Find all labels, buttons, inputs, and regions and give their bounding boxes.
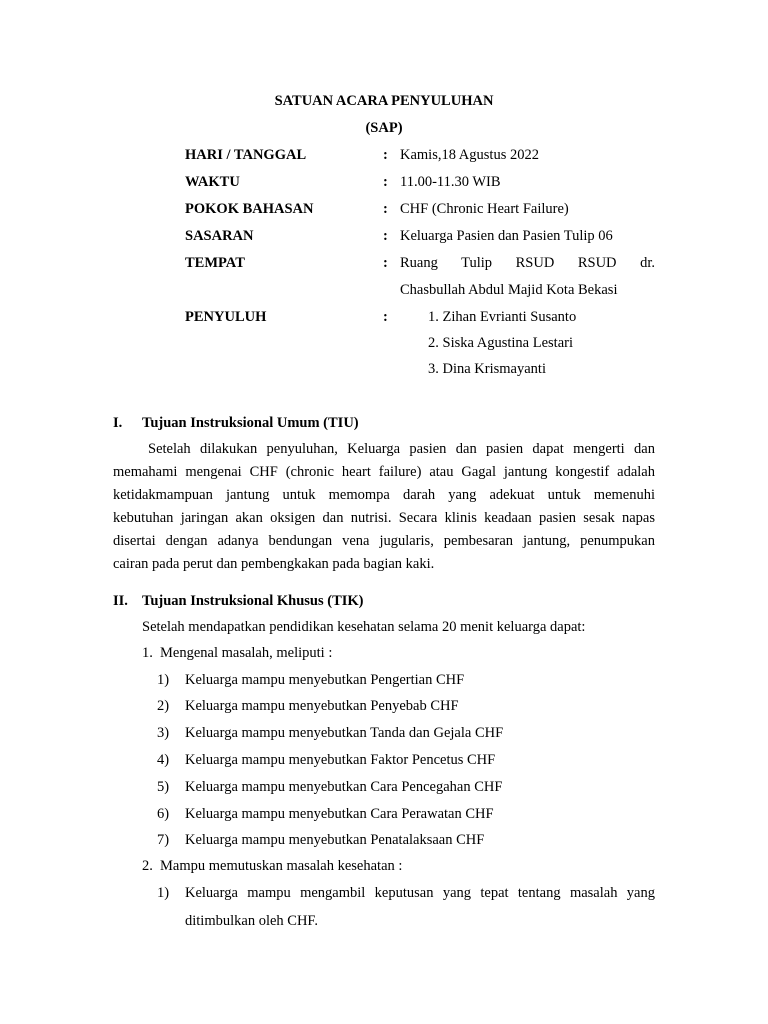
list-item: Keluarga mampu menyebutkan Cara Pencegahan CHF [185, 779, 503, 795]
info-colon: : [383, 228, 388, 244]
list-item-number: 6) [157, 806, 170, 822]
info-colon: : [383, 309, 388, 325]
info-value-hari-tanggal: Kamis,18 Agustus 2022 [400, 147, 539, 163]
info-value-tempat-line1: Ruang Tulip RSUD RSUD dr. [400, 255, 655, 271]
info-label-sasaran: SASARAN [185, 228, 254, 244]
group-number: 1. [142, 645, 153, 661]
info-label-pokok-bahasan: POKOK BAHASAN [185, 201, 314, 217]
list-item-number: 5) [157, 779, 170, 795]
info-value-sasaran: Keluarga Pasien dan Pasien Tulip 06 [400, 228, 613, 244]
section-number: II. [113, 593, 128, 609]
info-value-tempat-line2: Chasbullah Abdul Majid Kota Bekasi [400, 282, 618, 298]
list-item-number: 1) [157, 885, 170, 901]
paragraph-line: ketidakmampuan jantung untuk memompa darah yang adekuat untuk memenuhi [113, 487, 655, 503]
paragraph-line: cairan pada perut dan pembengkakan pada bagian kaki. [113, 556, 435, 572]
paragraph-line: kebutuhan jaringan akan oksigen dan nutrisi. Secara klinis keadaan pasien sesak napas [113, 510, 655, 526]
document-subtitle: (SAP) [365, 120, 403, 136]
list-item: Keluarga mampu mengambil keputusan yang tepat tentang masalah yang [185, 885, 655, 901]
list-item-number: 3) [157, 725, 170, 741]
list-item-number: 7) [157, 832, 170, 848]
info-value-waktu: 11.00-11.30 WIB [400, 174, 501, 190]
info-label-penyuluh: PENYULUH [185, 309, 267, 325]
list-item: Keluarga mampu menyebutkan Tanda dan Gejala CHF [185, 725, 504, 741]
paragraph-line: Setelah dilakukan penyuluhan, Keluarga pasien dan pasien dapat mengerti dan [148, 441, 655, 457]
group-number: 2. [142, 858, 153, 874]
section-heading: Tujuan Instruksional Khusus (TIK) [142, 593, 364, 609]
list-item: Keluarga mampu menyebutkan Penatalaksaan CHF [185, 832, 485, 848]
penyuluh-member: 2. Siska Agustina Lestari [428, 335, 573, 351]
penyuluh-member: 3. Dina Krismayanti [428, 361, 546, 377]
list-item: Keluarga mampu menyebutkan Penyebab CHF [185, 698, 459, 714]
section-intro: Setelah mendapatkan pendidikan kesehatan selama 20 menit keluarga dapat: [142, 619, 586, 635]
list-item-number: 2) [157, 698, 170, 714]
list-item-number: 1) [157, 672, 170, 688]
section-number: I. [113, 415, 123, 431]
info-colon: : [383, 147, 388, 163]
paragraph-line: memahami mengenai CHF (chronic heart failure) atau Gagal jantung kongestif adalah [113, 464, 655, 480]
list-item-number: 4) [157, 752, 170, 768]
document-title: SATUAN ACARA PENYULUHAN [274, 93, 494, 109]
info-label-hari-tanggal: HARI / TANGGAL [185, 147, 307, 163]
group-label: Mengenal masalah, meliputi : [160, 645, 333, 661]
info-colon: : [383, 201, 388, 217]
list-item: Keluarga mampu menyebutkan Pengertian CHF [185, 672, 465, 688]
info-label-waktu: WAKTU [185, 174, 240, 190]
list-item-continuation: ditimbulkan oleh CHF. [185, 913, 318, 929]
list-item: Keluarga mampu menyebutkan Cara Perawatan CHF [185, 806, 494, 822]
info-colon: : [383, 255, 388, 271]
info-value-pokok-bahasan: CHF (Chronic Heart Failure) [400, 201, 569, 217]
section-heading: Tujuan Instruksional Umum (TIU) [142, 415, 359, 431]
info-colon: : [383, 174, 388, 190]
paragraph-line: disertai dengan adanya bendungan vena jugularis, pembesaran jantung, penumpukan [113, 533, 655, 549]
list-item: Keluarga mampu menyebutkan Faktor Pencetus CHF [185, 752, 496, 768]
penyuluh-member: 1. Zihan Evrianti Susanto [428, 309, 577, 325]
group-label: Mampu memutuskan masalah kesehatan : [160, 858, 403, 874]
info-label-tempat: TEMPAT [185, 255, 245, 271]
